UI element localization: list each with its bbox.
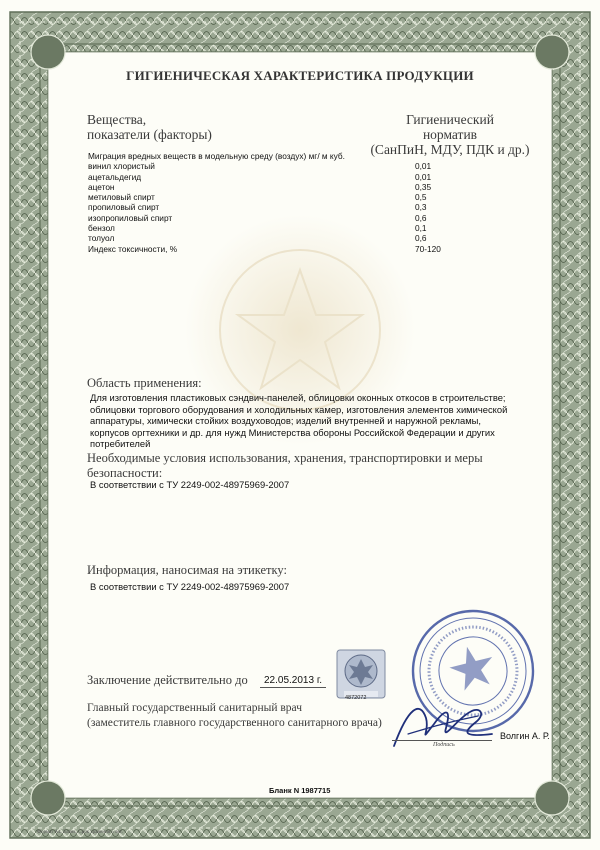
substance-value: 0,01 <box>415 171 432 182</box>
table-row <box>88 192 538 202</box>
label-info-label: Информация, наносимая на этикетку: <box>87 563 287 577</box>
hologram-number: 4872072 <box>345 695 367 701</box>
substance-name: толуол <box>88 233 115 244</box>
table-row <box>88 202 538 212</box>
substances-column-header <box>87 112 212 142</box>
table-row <box>88 213 538 223</box>
conditions-label: Необходимые условия использования, хранения, транспортировки и меры безопасности: <box>87 451 483 480</box>
substance-name: метиловый спирт <box>88 192 155 203</box>
substance-name: Миграция вредных веществ в модельную среду (воздух) мг/ м куб. <box>88 151 345 161</box>
table-row <box>88 223 538 233</box>
table-row <box>88 233 538 243</box>
validity-underline <box>260 687 326 688</box>
validity-label: Заключение действительно до <box>87 673 248 687</box>
deputy-doctor-title: (заместитель главного государственного санитарного врача) <box>87 717 382 729</box>
substance-name: бензол <box>88 223 115 234</box>
substances-table <box>88 151 538 254</box>
substance-value: 0,6 <box>415 233 427 244</box>
document-title: ГИГИЕНИЧЕСКАЯ ХАРАКТЕРИСТИКА ПРОДУКЦИИ <box>126 68 474 83</box>
substance-name: пропиловый спирт <box>88 202 160 213</box>
table-row <box>88 182 538 192</box>
label-info-text: В соответствии с ТУ 2249-002-48975969-2007 <box>90 581 290 592</box>
application-area-line: аппаратуры, химически стойких воздуховодов; изделий внутренней и наружной рекламы, <box>90 415 481 427</box>
norm-header-line-1: Гигиенический <box>406 112 494 127</box>
signature-caption: Подпись <box>433 742 455 748</box>
table-row <box>88 172 538 182</box>
blank-number: Бланк N 1987715 <box>269 786 331 795</box>
substance-name: винил хлористый <box>88 161 155 172</box>
chief-doctor-title: Главный государственный санитарный врач <box>87 702 302 714</box>
substance-value: 0,3 <box>415 202 427 213</box>
norm-header-line-3: (СанПиН, МДУ, ПДК и др.) <box>370 142 530 157</box>
signer-name: Волгин А. Р. <box>500 731 550 741</box>
substance-name: ацетон <box>88 181 115 192</box>
substance-name: ацетальдегид <box>88 171 142 182</box>
substance-value: 70-120 <box>415 243 441 254</box>
substance-value: 0,35 <box>415 181 432 192</box>
substance-value: 0,01 <box>415 161 432 172</box>
substances-header-line-2: показатели (факторы) <box>87 127 212 142</box>
application-area-label: Область применения: <box>87 376 202 390</box>
substance-value: 0,6 <box>415 212 427 223</box>
form-footnote: Формат А4. Бланк. Срок хранения 5 лет. <box>37 830 123 835</box>
norm-header-line-2: норматив <box>422 127 478 142</box>
validity-date: 22.05.2013 г. <box>264 675 323 686</box>
application-area-text <box>90 392 544 450</box>
table-row <box>88 161 538 171</box>
substance-name: Индекс токсичности, % <box>88 243 178 254</box>
substance-name: изопропиловый спирт <box>88 212 173 223</box>
substance-value: 0,1 <box>415 223 427 234</box>
signature-line <box>392 740 492 741</box>
application-area-line: облицовки торгового оборудования и холодильных камер, изготовления элементов химической <box>90 403 508 415</box>
table-row <box>88 244 538 254</box>
substance-value: 0,5 <box>415 192 427 203</box>
application-area-line: потребителей <box>90 438 151 450</box>
substances-header-line-1: Вещества, <box>87 112 147 127</box>
application-area-line: корпусов оргтехники и др. для нужд Министерства обороны Российской Федерации и других <box>90 426 495 438</box>
table-row <box>88 151 538 161</box>
hologram-sticker-icon <box>336 649 386 699</box>
substance-value <box>415 151 475 161</box>
application-area-line: Для изготовления пластиковых сэндвич-панелей, облицовки оконных откосов в строительстве; <box>90 392 506 403</box>
conditions-text: В соответствии с ТУ 2249-002-48975969-2007 <box>90 479 290 490</box>
